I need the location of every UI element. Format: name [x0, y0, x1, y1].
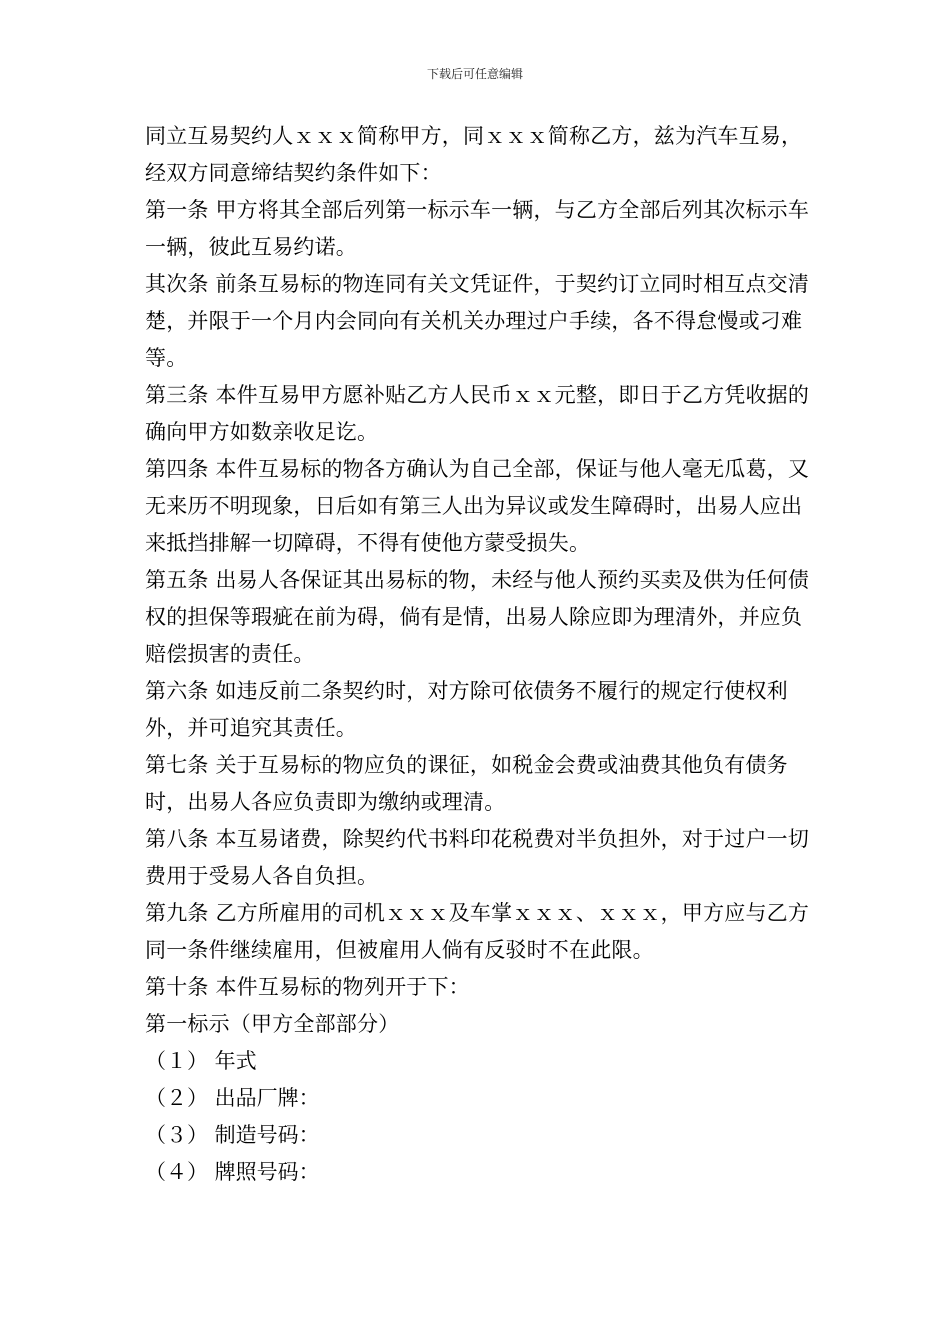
article-8: 第八条 本互易诸费，除契约代书料印花税费对半负担外，对于过户一切费用于受易人各自负担。	[145, 827, 810, 888]
article-1: 第一条 甲方将其全部后列第一标示车一辆，与乙方全部后列其次标示车一辆，彼此互易约诺。	[145, 198, 810, 259]
contract-intro-paragraph: 同立互易契约人ｘｘｘ简称甲方，同ｘｘｘ简称乙方，兹为汽车互易，经双方同意缔结契约条件如下：	[145, 124, 803, 185]
article-6: 第六条 如违反前二条契约时，对方除可依债务不履行的规定行使权利外，并可追究其责任。	[145, 679, 788, 740]
first-designation-heading: 第一标示（甲方全部部分）	[145, 1012, 400, 1036]
article-3: 第三条 本件互易甲方愿补贴乙方人民币ｘｘ元整，即日于乙方凭收据的确向甲方如数亲收足讫。	[145, 383, 810, 444]
list-item-serial-number: （３） 制造号码：	[145, 1123, 320, 1147]
document-body	[145, 118, 810, 1191]
list-item-manufacturer: （２） 出品厂牌：	[145, 1086, 320, 1110]
article-4: 第四条 本件互易标的物各方确认为自己全部，保证与他人毫无瓜葛，又无来历不明现象，日后如有第三人出为异议或发生障碍时，出易人应出来抵挡排解一切障碍，不得有使他方蒙受损失。	[145, 457, 810, 555]
article-7: 第七条 关于互易标的物应负的课征，如税金会费或油费其他负有债务时，出易人各应负责即为缴纳或理清。	[145, 753, 788, 814]
list-item-model-year: （１） 年式	[145, 1049, 257, 1073]
page-header: 下载后可任意编辑	[426, 67, 523, 81]
article-2: 其次条 前条互易标的物连同有关文凭证件，于契约订立同时相互点交清楚，并限于一个月内会同向有关机关办理过户手续，各不得怠慢或刁难等。	[145, 272, 810, 370]
list-item-plate-number: （４） 牌照号码：	[145, 1160, 320, 1184]
article-5: 第五条 出易人各保证其出易标的物，未经与他人预约买卖及供为任何债权的担保等瑕疵在前为碍，倘有是情，出易人除应即为理清外，并应负赔偿损害的责任。	[145, 568, 810, 666]
article-9: 第九条 乙方所雇用的司机ｘｘｘ及车掌ｘｘｘ、ｘｘｘ，甲方应与乙方同一条件继续雇用，但被雇用人倘有反驳时不在此限。	[145, 901, 810, 962]
article-10: 第十条 本件互易标的物列开于下：	[145, 975, 470, 999]
